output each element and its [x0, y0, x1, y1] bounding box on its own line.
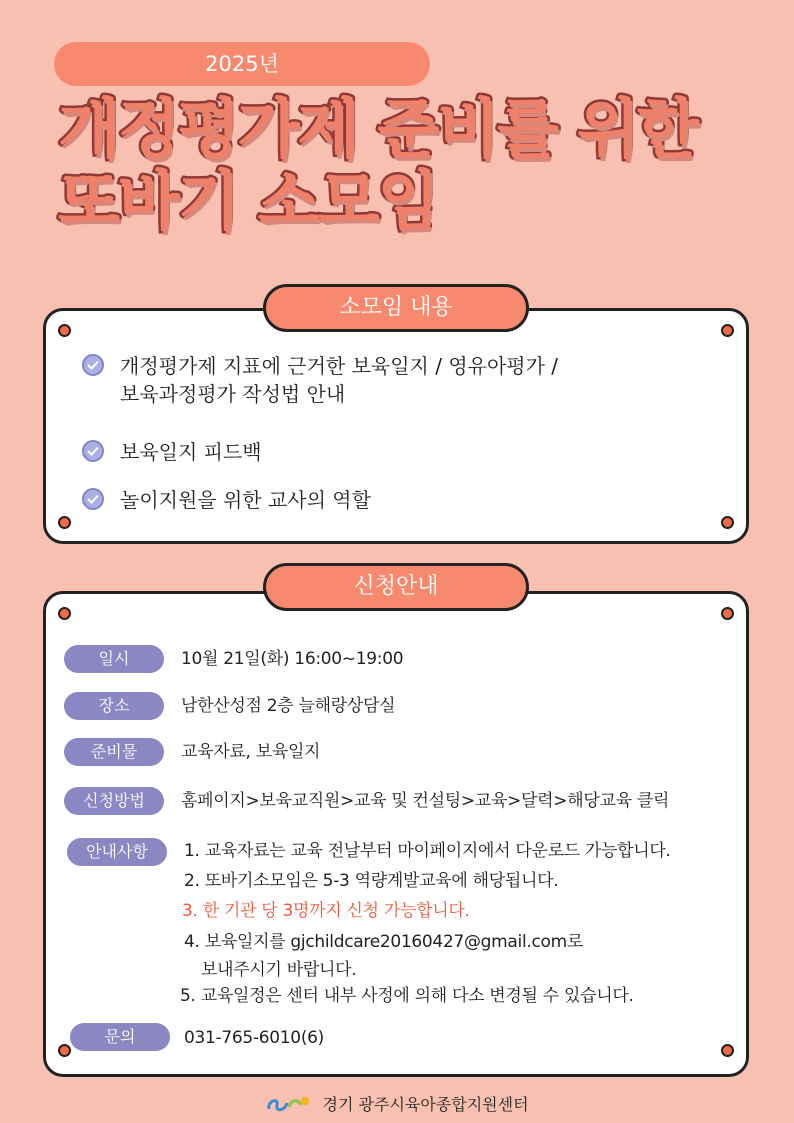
note-item-continued: 보내주시기 바랍니다. — [201, 960, 357, 980]
place-value: 남한산성점 2층 늘해랑상담실 — [181, 696, 396, 716]
list-item-text: 보육과정평가 작성법 안내 — [120, 382, 346, 406]
contact-value: 031-765-6010(6) — [184, 1028, 325, 1048]
list-item-text: 보육일지 피드백 — [120, 440, 262, 464]
corner-dot — [58, 516, 71, 529]
prep-value: 교육자료, 보육일지 — [181, 742, 321, 762]
list-item-text: 놀이지원을 위한 교사의 역할 — [120, 488, 371, 512]
list-item — [82, 438, 262, 466]
list-item — [82, 486, 371, 514]
note-item: 1. 교육자료는 교육 전날부터 마이페이지에서 다운로드 가능합니다. — [184, 841, 671, 861]
note-item-highlight: 3. 한 기관 당 3명까지 신청 가능합니다. — [182, 901, 470, 921]
contact-label: 문의 — [70, 1023, 170, 1051]
page-title-line1: 개정평가제 준비를 위한 — [58, 93, 697, 167]
check-circle-icon — [82, 440, 104, 462]
footer — [0, 1092, 794, 1119]
note-item: 5. 교육일정은 센터 내부 사정에 의해 다소 변경될 수 있습니다. — [180, 986, 634, 1006]
footer-org-name: 경기 광주시육아종합지원센터 — [322, 1095, 529, 1114]
apply-section-title: 신청안내 — [263, 563, 529, 611]
corner-dot — [58, 324, 71, 337]
prep-label: 준비물 — [64, 738, 164, 766]
date-label: 일시 — [64, 645, 164, 673]
method-value: 홈페이지>보육교직원>교육 및 컨설팅>교육>달력>해당교육 클릭 — [181, 791, 670, 811]
list-item-text: 개정평가제 지표에 근거한 보육일지 / 영유아평가 / — [120, 354, 559, 378]
corner-dot — [721, 324, 734, 337]
corner-dot — [721, 1044, 734, 1057]
note-item: 2. 또바기소모임은 5-3 역량계발교육에 해당됩니다. — [184, 871, 559, 891]
check-circle-icon — [82, 354, 104, 376]
note-item: 4. 보육일지를 gjchildcare20160427@gmail.com로 — [184, 932, 584, 952]
corner-dot — [58, 1044, 71, 1057]
list-item — [82, 352, 558, 408]
date-value: 10월 21일(화) 16:00~19:00 — [181, 649, 404, 669]
corner-dot — [721, 607, 734, 620]
year-badge: 2025년 — [54, 42, 430, 86]
method-label: 신청방법 — [64, 787, 164, 815]
notes-label: 안내사항 — [67, 838, 167, 866]
center-logo-icon — [265, 1093, 311, 1119]
check-circle-icon — [82, 488, 104, 510]
content-section-title: 소모임 내용 — [263, 284, 529, 332]
place-label: 장소 — [64, 692, 164, 720]
page-title-line2: 또바기 소모임 — [58, 165, 438, 239]
corner-dot — [721, 516, 734, 529]
corner-dot — [58, 607, 71, 620]
